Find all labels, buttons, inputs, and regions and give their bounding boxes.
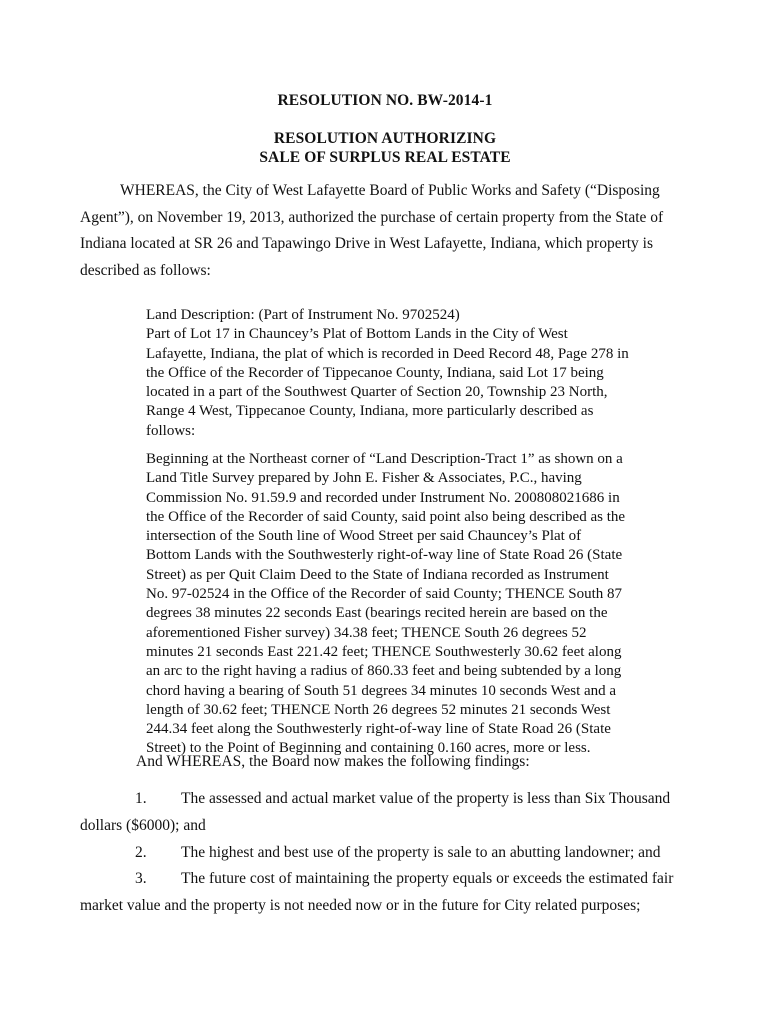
land-description-block (146, 306, 646, 441)
land-description-line: Land Description: (Part of Instrument No. 9702524) (146, 307, 460, 323)
beginning-description-line: Street) to the Point of Beginning and containing 0.160 acres, more or less. (146, 740, 591, 757)
finding-text-continued: market value and the property is not needed now or in the future for City related purposes; (80, 897, 641, 914)
resolution-title-line1: RESOLUTION AUTHORIZING (273, 130, 497, 147)
beginning-description-line: 244.34 feet along the Southwesterly right-of-way line of State Road 26 (State (146, 721, 611, 738)
beginning-description-line: aforementioned Fisher survey) 34.38 feet; THENCE South 26 degrees 52 (146, 624, 587, 641)
beginning-description-line: intersection of the South line of Wood Street per said Chauncey’s Plat of (146, 528, 582, 545)
findings-intro: And WHEREAS, the Board now makes the following findings: (136, 753, 530, 770)
land-description-line: follows: (146, 422, 196, 439)
land-description-line: Range 4 West, Tippecanoe County, Indiana, more particularly described as (146, 403, 594, 420)
finding-text-continued: dollars ($6000); and (80, 817, 206, 834)
whereas-paragraph: WHEREAS, the City of West Lafayette Board of Public Works and Safety (“Disposing Agent”), on November 19, 2013, authorized the purchase of certain property from the State of Indiana located at SR 26 and Tapawingo Drive in West Lafayette, Indiana, which property is described as follows: (80, 182, 664, 279)
resolution-number-heading: RESOLUTION NO. BW-2014-1 (277, 92, 493, 109)
beginning-description-line: Street) as per Quit Claim Deed to the State of Indiana recorded as Instrument (146, 566, 609, 583)
resolution-title-line2: SALE OF SURPLUS REAL ESTATE (259, 149, 511, 166)
land-description-line: located in a part of the Southwest Quarter of Section 20, Township 23 North, (146, 384, 608, 401)
beginning-description-line: Land Title Survey prepared by John E. Fisher & Associates, P.C., having (146, 470, 582, 487)
beginning-description-line: No. 97-02524 in the Office of the Recorder of said County; THENCE South 87 (146, 586, 623, 603)
finding-text: The assessed and actual market value of the property is less than Six Thousand (181, 790, 671, 807)
finding-text: The highest and best use of the property is sale to an abutting landowner; and (181, 844, 661, 861)
beginning-description-line: the Office of the Recorder of said County, said point also being described as the (146, 508, 626, 525)
beginning-description-line: degrees 38 minutes 22 seconds East (bearings recited herein are based on the (146, 605, 608, 622)
beginning-description-block (146, 450, 646, 759)
beginning-description-line: chord having a bearing of South 51 degrees 34 minutes 10 seconds West and a (146, 682, 617, 699)
beginning-description-line: Beginning at the Northeast corner of “Land Description-Tract 1” as shown on a (146, 451, 623, 467)
land-description-line: Part of Lot 17 in Chauncey’s Plat of Bottom Lands in the City of West (146, 326, 568, 343)
finding-number: 2. (135, 844, 147, 861)
land-description-line: the Office of the Recorder of Tippecanoe County, Indiana, said Lot 17 being (146, 364, 604, 381)
beginning-description-line: Bottom Lands with the Southwesterly right-of-way line of State Road 26 (State (146, 547, 623, 564)
beginning-description-line: length of 30.62 feet; THENCE North 26 degrees 52 minutes 21 seconds West (146, 701, 611, 718)
beginning-description-line: Commission No. 91.59.9 and recorded under Instrument No. 200808021686 in (146, 489, 620, 506)
beginning-description-line: minutes 21 seconds East 221.42 feet; THENCE Southwesterly 30.62 feet along (146, 643, 622, 660)
beginning-description-line: an arc to the right having a radius of 860.33 feet and being subtended by a long (146, 663, 622, 680)
finding-number: 1. (135, 790, 147, 807)
finding-text: The future cost of maintaining the property equals or exceeds the estimated fair (181, 870, 674, 887)
finding-number: 3. (135, 870, 147, 887)
land-description-line: Lafayette, Indiana, the plat of which is recorded in Deed Record 48, Page 278 in (146, 345, 629, 362)
